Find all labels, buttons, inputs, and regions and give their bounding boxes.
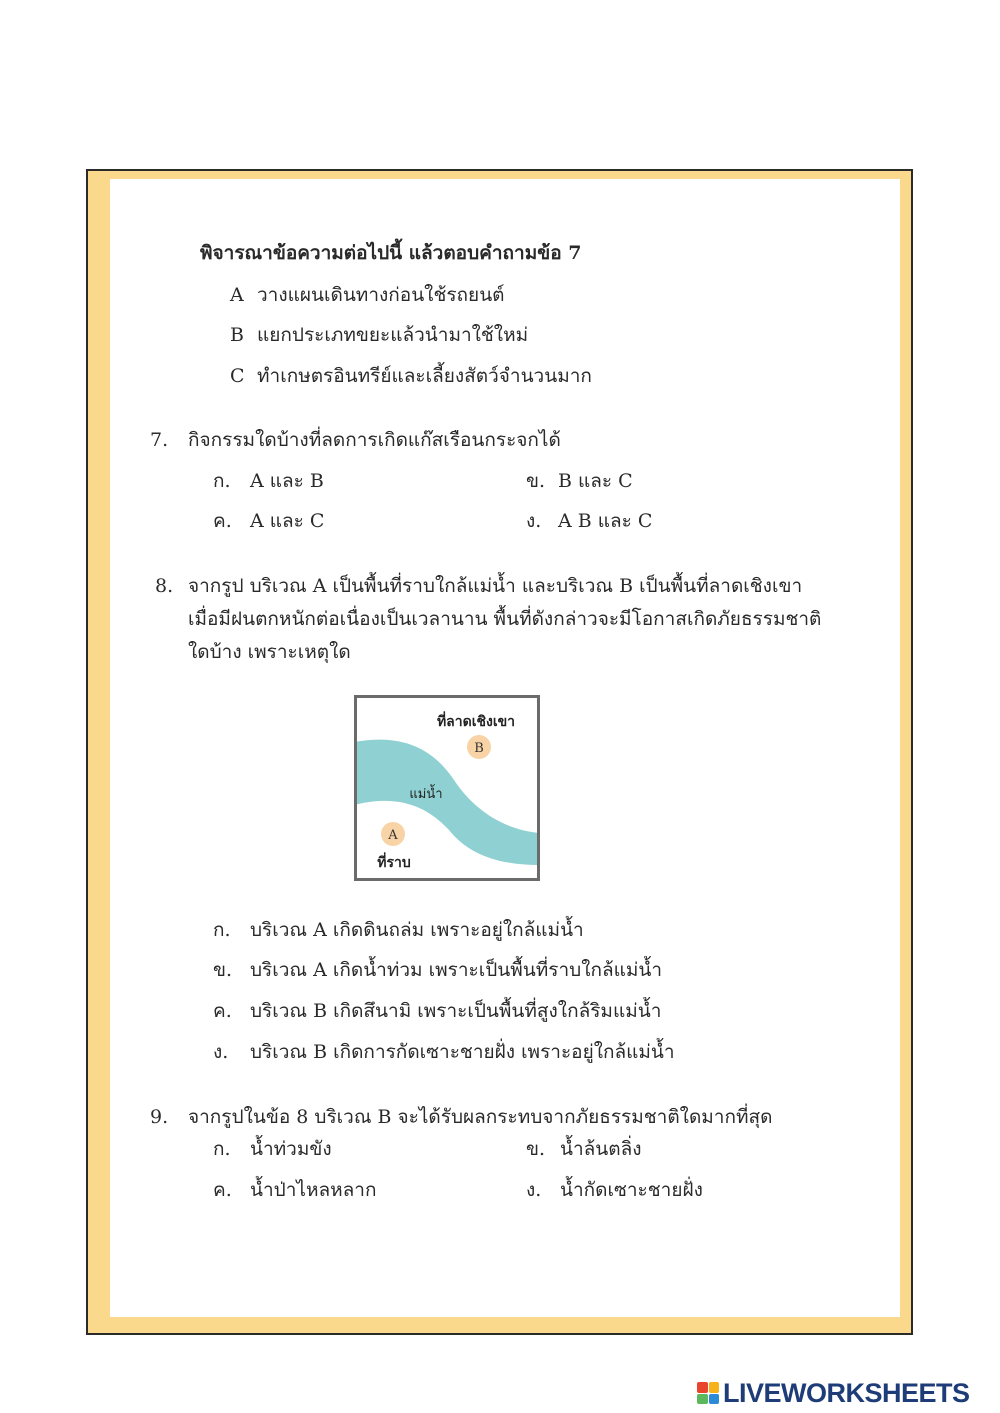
q9-number: 9. xyxy=(150,1106,169,1128)
q7-option-label: ก. xyxy=(213,470,231,492)
intro-item-a-text: วางแผนเดินทางก่อนใช้รถยนต์ xyxy=(257,284,505,306)
river-label: แม่น้ำ xyxy=(409,787,443,802)
liveworksheets-logo[interactable] xyxy=(697,1378,970,1408)
intro-item-a-letter: A xyxy=(230,284,244,306)
liveworksheets-logo-icon xyxy=(697,1382,719,1404)
q8-option-label: ก. xyxy=(213,919,231,941)
q8-option-label: ง. xyxy=(213,1041,229,1063)
intro-item-b-letter: B xyxy=(230,324,244,346)
q8-option-label: ค. xyxy=(213,1000,232,1022)
q9-option-text[interactable]: น้ำกัดเซาะชายฝั่ง xyxy=(560,1179,703,1201)
point-a-label: A xyxy=(388,828,398,843)
plain-label: ที่ราบ xyxy=(377,855,411,871)
q8-text-line: เมื่อมีฝนตกหนักต่อเนื่องเป็นเวลานาน พื้นที่ดังกล่าวจะมีโอกาสเกิดภัยธรรมชาติ xyxy=(188,608,822,630)
q9-option-label: ก. xyxy=(213,1138,231,1160)
river-diagram xyxy=(354,695,540,881)
intro-item-b-text: แยกประเภทขยะแล้วนำมาใช้ใหม่ xyxy=(257,324,529,346)
q8-option-text[interactable]: บริเวณ A เกิดน้ำท่วม เพราะเป็นพื้นที่ราบใกล้แม่น้ำ xyxy=(250,959,663,981)
q7-option-text[interactable]: B และ C xyxy=(558,470,633,492)
q7-option-label: ข. xyxy=(526,470,546,492)
q8-text-line: จากรูป บริเวณ A เป็นพื้นที่ราบใกล้แม่น้ำ และบริเวณ B เป็นพื้นที่ลาดเชิงเขา xyxy=(188,575,803,597)
q9-option-text[interactable]: น้ำท่วมขัง xyxy=(250,1138,332,1160)
liveworksheets-logo-text: LIVEWORKSHEETS xyxy=(723,1377,970,1408)
q9-text: จากรูปในข้อ 8 บริเวณ B จะได้รับผลกระทบจากภัยธรรมชาติใดมากที่สุด xyxy=(188,1106,773,1128)
q8-number: 8. xyxy=(155,575,174,597)
q7-option-label: ง. xyxy=(526,510,542,532)
q8-option-text[interactable]: บริเวณ A เกิดดินถล่ม เพราะอยู่ใกล้แม่น้ำ xyxy=(250,919,584,941)
q7-number: 7. xyxy=(150,429,169,451)
q7-option-text[interactable]: A B และ C xyxy=(558,510,653,532)
q8-option-label: ข. xyxy=(213,959,233,981)
q9-option-label: ค. xyxy=(213,1179,232,1201)
q7-option-text[interactable]: A และ B xyxy=(250,470,324,492)
q8-option-text[interactable]: บริเวณ B เกิดการกัดเซาะชายฝั่ง เพราะอยู่ใกล้แม่น้ำ xyxy=(250,1041,675,1063)
point-b-label: B xyxy=(474,741,484,756)
intro-heading: พิจารณาข้อความต่อไปนี้ แล้วตอบคำถามข้อ 7 xyxy=(200,242,582,264)
q7-text: กิจกรรมใดบ้างที่ลดการเกิดแก๊สเรือนกระจกได้ xyxy=(188,429,561,451)
slope-label: ที่ลาดเชิงเขา xyxy=(436,714,516,730)
intro-item-c-letter: C xyxy=(230,365,245,387)
q7-option-text[interactable]: A และ C xyxy=(250,510,325,532)
q9-option-label: ง. xyxy=(526,1179,542,1201)
q7-option-label: ค. xyxy=(213,510,232,532)
q9-option-text[interactable]: น้ำล้นตลิ่ง xyxy=(560,1138,642,1160)
q8-text-line: ใดบ้าง เพราะเหตุใด xyxy=(188,641,351,663)
intro-item-c-text: ทำเกษตรอินทรีย์และเลี้ยงสัตว์จำนวนมาก xyxy=(257,365,592,387)
q9-option-label: ข. xyxy=(526,1138,546,1160)
q8-option-text[interactable]: บริเวณ B เกิดสึนามิ เพราะเป็นพื้นที่สูงใกล้ริมแม่น้ำ xyxy=(250,1000,662,1022)
q9-option-text[interactable]: น้ำป่าไหลหลาก xyxy=(250,1179,377,1201)
